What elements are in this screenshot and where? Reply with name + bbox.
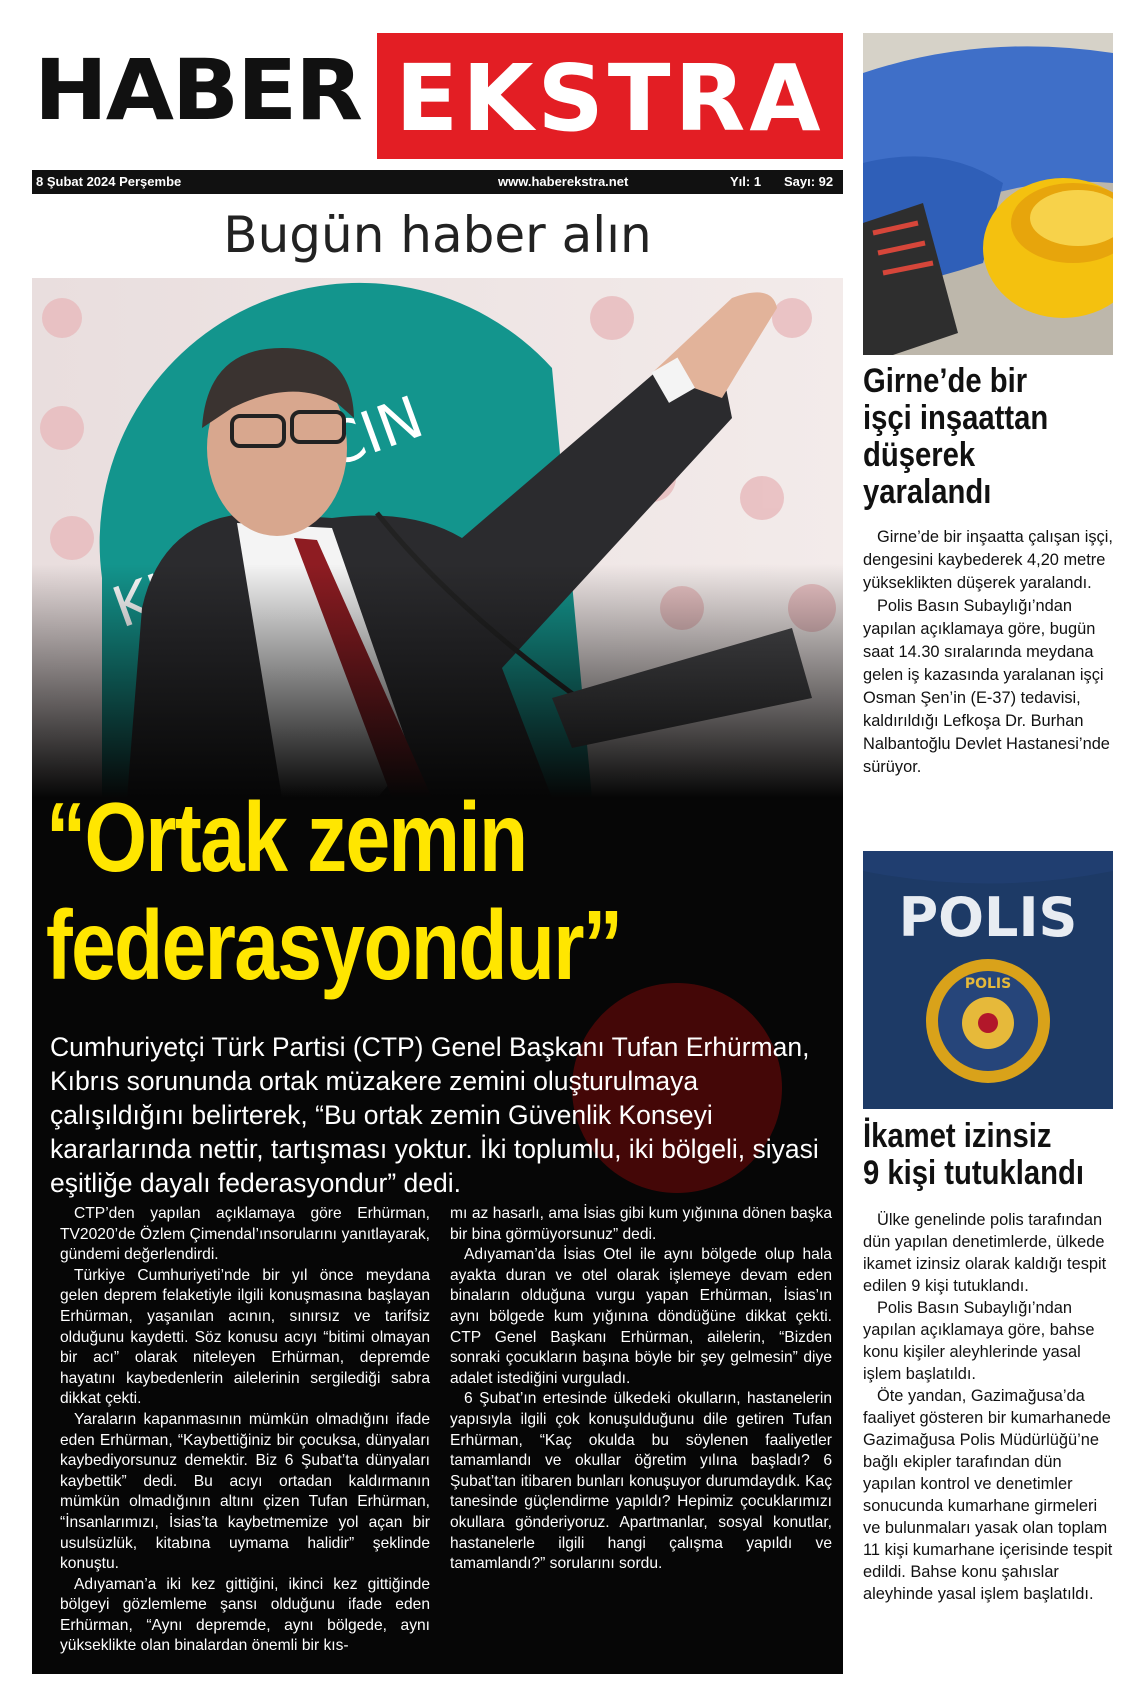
article-paragraph: 6 Şubat’ın ertesinde ülkedeki okulların, hastanelerin yapısıyla ilgili çok konuşulduğunu dile getiren Tufan Erhürman, “Kaç okulda bu söylenen faaliyetler tamamlandı ve okullar öğretim yılına başladı? 6 Şubat’tan itibaren bunları konuşuyor durumdaydık. Kaç tanesinde güçlendirme yapıldı? Hepimiz çocuklarımızı okullara gönderiyoruz. Apartmanlar, sosyal konutlar, hastanelerle ilgili hangi çalışma yapıldı ve tamamlandı?” sorularını sordu.	[450, 1390, 832, 1573]
headline-line-2: federasyondur”	[46, 890, 622, 1000]
article-paragraph: Öte yandan, Gazimağusa’da faaliyet gösteren bir kumarhanede Gazimağusa Polis Müdürlüğü’ne bağlı ekipler tarafından dün yapılan kontrol ve denetimler sonucunda kumarhane girmeleri ve bulunmaları yasak olan toplam 11 kişi kumarhane içerisinde tespit edildi. Bahse konu şahıslar aleyhinde yasal işlem başlatıldı.	[863, 1387, 1113, 1603]
tagline: Bugün haber alın	[223, 206, 652, 264]
issue-number: Sayı: 92	[784, 174, 834, 189]
article-column-1	[60, 1204, 430, 1657]
main-story	[32, 278, 843, 1674]
headline-line: yaralandı	[863, 473, 992, 511]
sidebar-headline-2	[863, 1118, 1087, 1192]
article-paragraph: Girne’de bir inşaatta çalışan işçi, dengesini kaybederek 4,20 metre yükseklikten düşerek yaralandı.	[863, 528, 1113, 592]
headline-line: 9 kişi tutuklandı	[863, 1154, 1084, 1192]
article-paragraph: Yaraların kapanmasının mümkün olmadığını ifade eden Erhürman, “Kaybettiğiniz bir çocuksa, dünyaları kaybediyorsunuz demektir. Biz 6 Şubat’ta dünyaları kaybettik” dedi. Bu acıyı ortadan kaldırmanın mümkün olmadığının altını çizen Tufan Erhürman, “İnsanlarımızı, İsias’ta kaybetmemize yol açan bir usulsüzlük, kitabına uymama halidir” şeklinde konuştu.	[60, 1410, 430, 1573]
sidebar-story-1-text	[863, 526, 1113, 779]
headline-line: İkamet izinsiz	[863, 1117, 1052, 1155]
article-paragraph: mı az hasarlı, ama İsias gibi kum yığınına dönen başka bir bina görmüyorsunuz” dedi.	[450, 1205, 832, 1243]
lead-paragraph: Cumhuriyetçi Türk Partisi (CTP) Genel Başkanı Tufan Erhürman, Kıbrıs sorununda ortak müzakere zemini oluşturulmaya çalışıldığını belirterek, “Bu ortak zemin Güvenlik Konseyi kararlarında nettir, tartışması yoktur. İki toplumlu, iki bölgeli, siyasi eşitliğe dayalı federasyondur” dedi.	[50, 1032, 819, 1198]
police-badge-label: POLIS	[964, 976, 1012, 992]
police-uniform-illustration	[863, 851, 1113, 1109]
main-headline	[46, 783, 833, 999]
construction-accident-photo	[863, 33, 1113, 355]
police-back-label: POLIS	[898, 886, 1078, 949]
logo-ekstra: EKSTRA	[395, 45, 825, 152]
logo-haber: HABER	[34, 41, 361, 139]
article-paragraph: Adıyaman’a iki kez gittiğini, ikinci kez gittiğinde bölgeyi gözlemleme şansı olduğunu ifade eden Erhürman, “Aynı depremde, aynı bölgede, aynı yükseklikte olan binalardan önemli bir kıs-	[60, 1575, 430, 1655]
headline-line: işçi inşaattan	[863, 399, 1049, 437]
logo-ekstra-box	[377, 33, 843, 159]
article-paragraph: Adıyaman’da İsias Otel ile aynı bölgede olup hala ayakta duran ve otel olarak işlemeye devam eden binaların olduğuna vurgu yapan Erhürman, İsias’ın aynı bölgede kum yığınına döndüğüne dikkat çekti. CTP Genel Başkanı Erhürman, ailelerin, “Bizden sonraki çocukların başına böyle bir şey gelmesin” diye adalet istediğini vurguladı.	[450, 1246, 832, 1387]
issue-date: 8 Şubat 2024 Perşembe	[36, 174, 182, 189]
sidebar-story-2-text	[863, 1209, 1113, 1605]
article-paragraph: Polis Basın Subaylığı’ndan yapılan açıklamaya göre, bugün saat 14.30 sıralarında meydana gelen iş kazasında yaralanan işçi Osman Şen’in (E-37) tedavisi, kaldırıldığı Lefkoşa Dr. Burhan Nalbantoğlu Devlet Hastanesi’nde sürüyor.	[863, 597, 1110, 776]
article-paragraph: Polis Basın Subaylığı’ndan yapılan açıklamaya göre, bahse konu kişiler aleyhlerinde yasal işlem başlatıldı.	[863, 1299, 1095, 1383]
headline-line-1: “Ortak zemin	[46, 782, 527, 892]
headline-line: Girne’de bir	[863, 362, 1028, 400]
main-photo	[32, 278, 843, 798]
police-photo	[863, 851, 1113, 1109]
article-paragraph: CTP’den yapılan açıklamaya göre Erhürman, TV2020’de Özlem Çimendal’ınsorularını yanıtlayarak, gündemi değerlendirdi.	[60, 1205, 430, 1264]
info-bar	[32, 170, 843, 194]
article-paragraph: Türkiye Cumhuriyeti’nde bir yıl önce meydana gelen deprem felaketiyle ilgili konuşmasına başlayan Erhürman, yaşanılan acının, sınırsız ve tarifsiz olduğunu kaydetti. Söz konusu acıyı “bitimi olmayan bir acı” olarak niteleyen Erhürman, depremde hayatını kaybedenlerin ailelerinin sergilediği sabra dikkat çekti.	[60, 1266, 430, 1408]
politician-photo-illustration	[32, 278, 843, 798]
sidebar-headline-1	[863, 363, 1087, 511]
headline-line: düşerek	[863, 436, 976, 474]
issue-year: Yıl: 1	[730, 174, 762, 189]
article-column-2	[450, 1204, 832, 1575]
worker-helmet-illustration	[863, 33, 1113, 355]
website-link[interactable]: www.haberekstra.net	[498, 174, 629, 189]
article-paragraph: Ülke genelinde polis tarafından dün yapılan denetimlerde, ülkede ikamet izinsiz olarak kaldığı tespit edilen 9 kişi tutuklandı.	[863, 1211, 1107, 1295]
